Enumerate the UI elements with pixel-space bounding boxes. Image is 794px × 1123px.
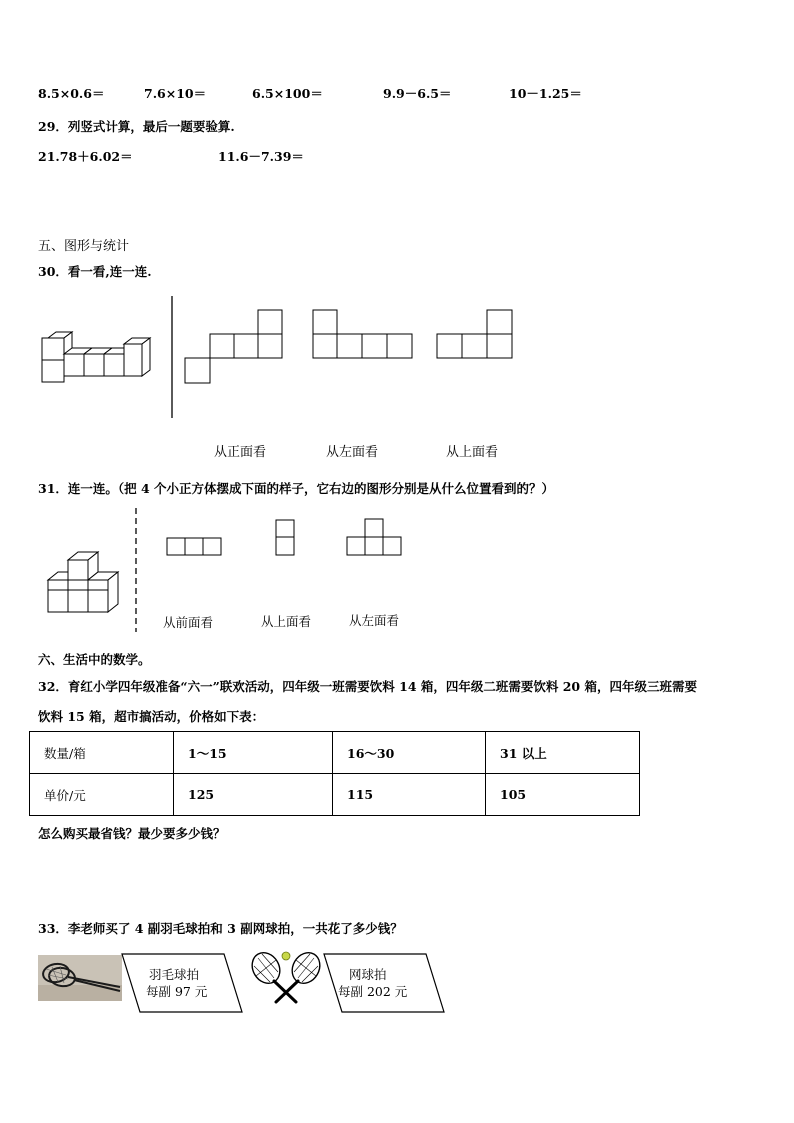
table-cell: 单价/元 bbox=[30, 774, 174, 816]
arith-expr-2: 7.6×10＝ bbox=[144, 86, 207, 101]
q31-dashed-divider bbox=[133, 508, 139, 632]
q30-view-b bbox=[312, 309, 414, 361]
arith-expr-1: 8.5×0.6＝ bbox=[38, 86, 105, 101]
q31-label-left: 从左面看 bbox=[349, 613, 400, 628]
table-cell: 31 以上 bbox=[486, 732, 640, 774]
q32-line-1: 32．育红小学四年级准备“六一”联欢活动，四年级一班需要饮料 14 箱，四年级二班需要饮料 20 箱，四年级三班需要 bbox=[38, 679, 697, 694]
price-table bbox=[29, 731, 640, 816]
q32-question: 怎么购买最省钱？最少要多少钱？ bbox=[38, 826, 226, 841]
table-cell: 105 bbox=[486, 774, 640, 816]
table-cell: 数量/箱 bbox=[30, 732, 174, 774]
q29-prompt: 29．列竖式计算，最后一题要验算. bbox=[38, 119, 235, 134]
arith-expr-3: 6.5×100＝ bbox=[252, 86, 323, 101]
section-6-heading: 六、生活中的数学。 bbox=[38, 652, 151, 667]
q31-prompt: 31．连一连。（把 4 个小正方体摆成下面的样子，它右边的图形分别是从什么位置看到的？） bbox=[38, 481, 555, 496]
table-row bbox=[30, 732, 640, 774]
q29-expr-1: 21.78＋6.02＝ bbox=[38, 149, 133, 164]
q30-label-top: 从上面看 bbox=[446, 445, 499, 460]
q30-label-left: 从左面看 bbox=[326, 445, 379, 460]
q31-view-b bbox=[275, 519, 295, 556]
q31-label-front: 从前面看 bbox=[163, 615, 214, 630]
table-cell: 16～30 bbox=[333, 732, 486, 774]
q30-3d-solid-figure bbox=[40, 330, 155, 390]
q33-prompt: 33．李老师买了 4 副羽毛球拍和 3 副网球拍，一共花了多少钱？ bbox=[38, 921, 403, 936]
tennis-racket-image bbox=[246, 948, 326, 1004]
table-cell: 125 bbox=[174, 774, 333, 816]
tennis-price: 每副 202 元 bbox=[338, 984, 408, 999]
table-cell: 1～15 bbox=[174, 732, 333, 774]
table-row bbox=[30, 774, 640, 816]
badminton-racket-image bbox=[38, 955, 122, 1001]
q30-divider-line bbox=[170, 296, 174, 418]
q30-label-front: 从正面看 bbox=[214, 445, 267, 460]
q31-view-c bbox=[346, 518, 402, 556]
q32-line-2: 饮料 15 箱，超市搞活动，价格如下表： bbox=[38, 709, 265, 724]
q31-view-a bbox=[166, 537, 222, 557]
tennis-name: 网球拍 bbox=[349, 967, 387, 982]
table-cell: 115 bbox=[333, 774, 486, 816]
badminton-price: 每副 97 元 bbox=[146, 984, 208, 999]
q31-label-top: 从上面看 bbox=[261, 614, 312, 629]
q30-view-a bbox=[184, 309, 284, 385]
q30-view-c bbox=[436, 309, 514, 361]
q31-3d-solid-figure bbox=[46, 548, 126, 614]
badminton-name: 羽毛球拍 bbox=[149, 967, 200, 982]
arith-expr-5: 10－1.25＝ bbox=[509, 86, 582, 101]
q29-expr-2: 11.6－7.39＝ bbox=[218, 149, 304, 164]
section-5-heading: 五、图形与统计 bbox=[38, 239, 130, 254]
q30-prompt: 30．看一看,连一连. bbox=[38, 264, 152, 279]
arith-expr-4: 9.9－6.5＝ bbox=[383, 86, 452, 101]
